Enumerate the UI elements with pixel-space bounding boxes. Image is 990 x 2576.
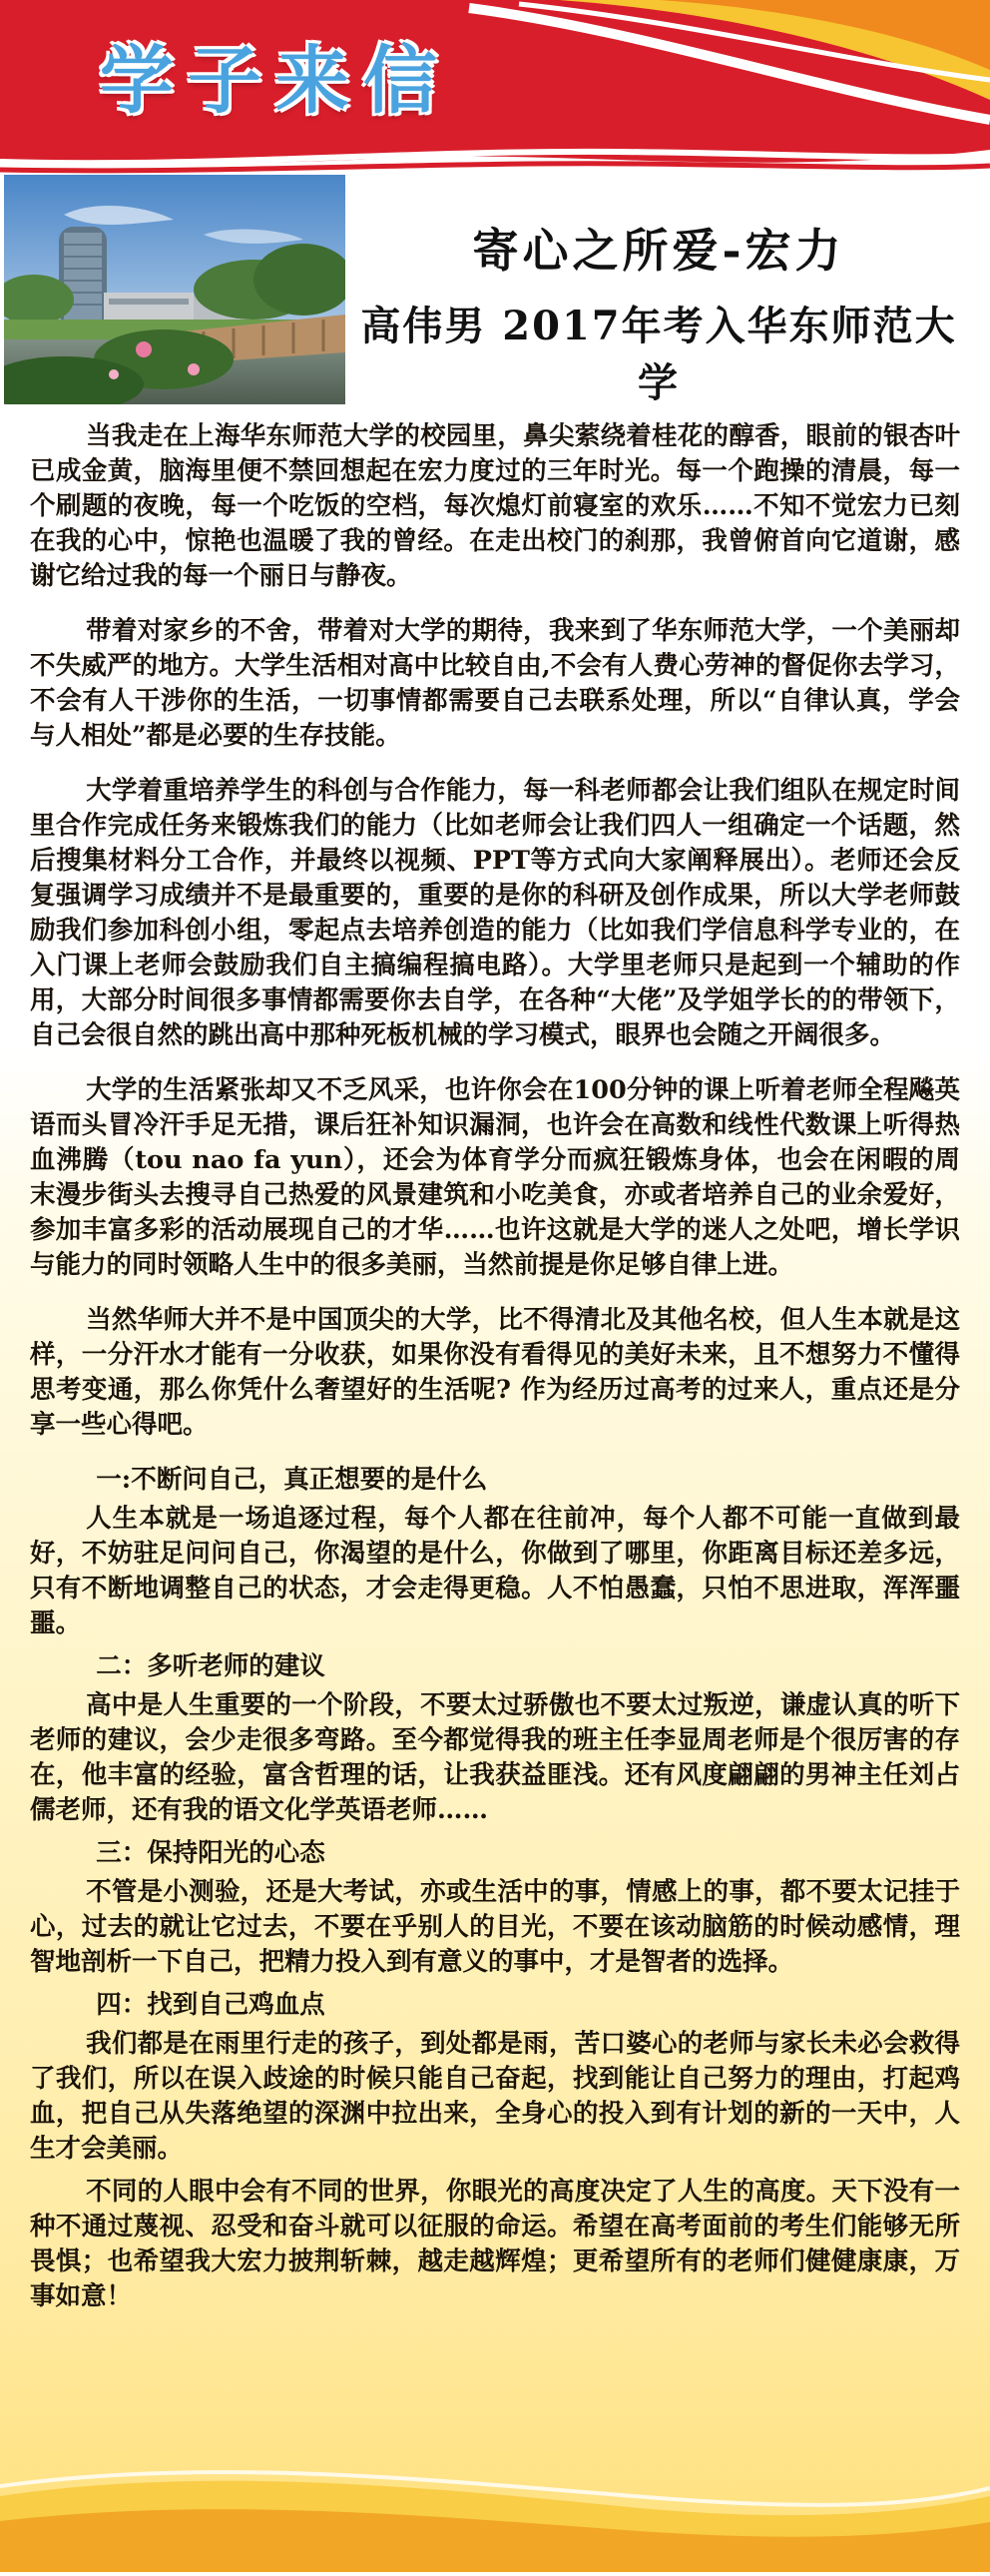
article-title: 寄心之所爱-宏力: [472, 224, 845, 278]
author-line: 高伟男 2017年考入华东师范大学: [360, 303, 957, 406]
section-body: 人生本就是一场追逐过程，每个人都在往前冲，每个人都不可能一直做到最好，不妨驻足问问自己，你渴望的是什么，你做到了哪里，你距离目标还差多远，只有不断地调整自己的状态，才会走得更稳。人不怕愚蠢，只怕不思进取，浑浑噩噩。: [30, 1504, 960, 1638]
section-body: 不管是小测验，还是大考试，亦或生活中的事，情感上的事，都不要太记挂于心，过去的就让它过去，不要在乎别人的目光，不要在该动脑筋的时候动感情，理智地剖析一下自己，把精力投入到有意义的事中，才是智者的选择。: [30, 1877, 960, 1977]
closing-paragraph: 不同的人眼中会有不同的世界，你眼光的高度决定了人生的高度。天下没有一种不通过蔑视、忍受和奋斗就可以征服的命运。希望在高考面前的考生们能够无所畏惧；也希望我大宏力披荆斩棘，越走越辉煌；更希望所有的老师们健健康康，万事如意！: [30, 2177, 960, 2311]
banner-title: 学子来信: [100, 38, 451, 124]
article-body: [30, 419, 960, 2334]
section-heading: 三：保持阳光的心态: [96, 1838, 325, 1868]
footer-wave-graphic: [0, 2426, 990, 2572]
paragraph: 大学着重培养学生的科创与合作能力，每一科老师都会让我们组队在规定时间里合作完成任务来锻炼我们的能力（比如老师会让我们四人一组确定一个话题，然后搜集材料分工合作，并最终以视频、PPT等方式向大家阐释展出）。老师还会反复强调学习成绩并不是最重要的，重要的是你的科研及创作成果，所以大学老师鼓励我们参加科创小组，零起点去培养创造的能力（比如我们学信息科学专业的，在入门课上老师会鼓励我们自主搞编程搞电路）。大学里老师只是起到一个辅助的作用，大部分时间很多事情都需要你去自学，在各种“大佬”及学姐学长的的带领下，自己会很自然的跳出高中那种死板机械的学习模式，眼界也会随之开阔很多。: [30, 776, 960, 1050]
paragraph: 当然华师大并不是中国顶尖的大学，比不得清北及其他名校，但人生本就是这样，一分汗水才能有一分收获，如果你没有看得见的美好未来，且不想努力不懂得思考变通，那么你凭什么奢望好的生活呢? 作为经历过高考的过来人，重点还是分享一些心得吧。: [30, 1305, 960, 1440]
section-body: 我们都是在雨里行走的孩子，到处都是雨，苦口婆心的老师与家长未必会救得了我们，所以在误入歧途的时候只能自己奋起，找到能让自己努力的理由，打起鸡血，把自己从失落绝望的深渊中拉出来，全身心的投入到有计划的新的一天中，人生才会美丽。: [30, 2029, 960, 2164]
campus-photo: [4, 175, 345, 404]
section-heading: 二：多听老师的建议: [96, 1651, 325, 1681]
footer-wave: [0, 2426, 990, 2572]
paragraph: 大学的生活紧张却又不乏风采，也许你会在100分钟的课上听着老师全程飚英语而头冒冷汗手足无措，课后狂补知识漏洞，也许会在高数和线性代数课上听得热血沸腾（tou nao fa yun），还会为体育学分而疯狂锻炼身体，也会在闲暇的周末漫步街头去搜寻自己热爱的风景建筑和小吃美食，亦或者培养自己的业余爱好，参加丰富多彩的活动展现自己的才华……也许这就是大学的迷人之处吧，增长学识与能力的同时领略人生中的很多美丽，当然前提是你足够自律上进。: [30, 1075, 960, 1280]
campus-photo-illustration: [4, 175, 345, 404]
section-heading: 四：找到自己鸡血点: [96, 1990, 325, 2020]
section-body: 高中是人生重要的一个阶段，不要太过骄傲也不要太过叛逆，谦虚认真的听下老师的建议，会少走很多弯路。至今都觉得我的班主任李显周老师是个很厉害的存在，他丰富的经验，富含哲理的话，让我获益匪浅。还有风度翩翩的男神主任刘占儒老师，还有我的语文化学英语老师……: [30, 1690, 960, 1825]
paragraph: 带着对家乡的不舍，带着对大学的期待，我来到了华东师范大学，一个美丽却不失威严的地方。大学生活相对高中比较自由,不会有人费心劳神的督促你去学习，不会有人干涉你的生活，一切事情都需要自己去联系处理，所以“自律认真，学会与人相处”都是必要的生存技能。: [30, 616, 960, 751]
paragraph: 当我走在上海华东师范大学的校园里，鼻尖萦绕着桂花的醇香，眼前的银杏叶已成金黄，脑海里便不禁回想起在宏力度过的三年时光。每一个跑操的清晨，每一个刷题的夜晚，每一个吃饭的空档，每次熄灯前寝室的欢乐……不知不觉宏力已刻在我的心中，惊艳也温暖了我的曾经。在走出校门的刹那，我曾俯首向它道谢，感谢它给过我的每一个丽日与静夜。: [30, 421, 960, 591]
section-heading: 一:不断问自己，真正想要的是什么: [96, 1465, 488, 1495]
header-banner: [0, 0, 990, 175]
